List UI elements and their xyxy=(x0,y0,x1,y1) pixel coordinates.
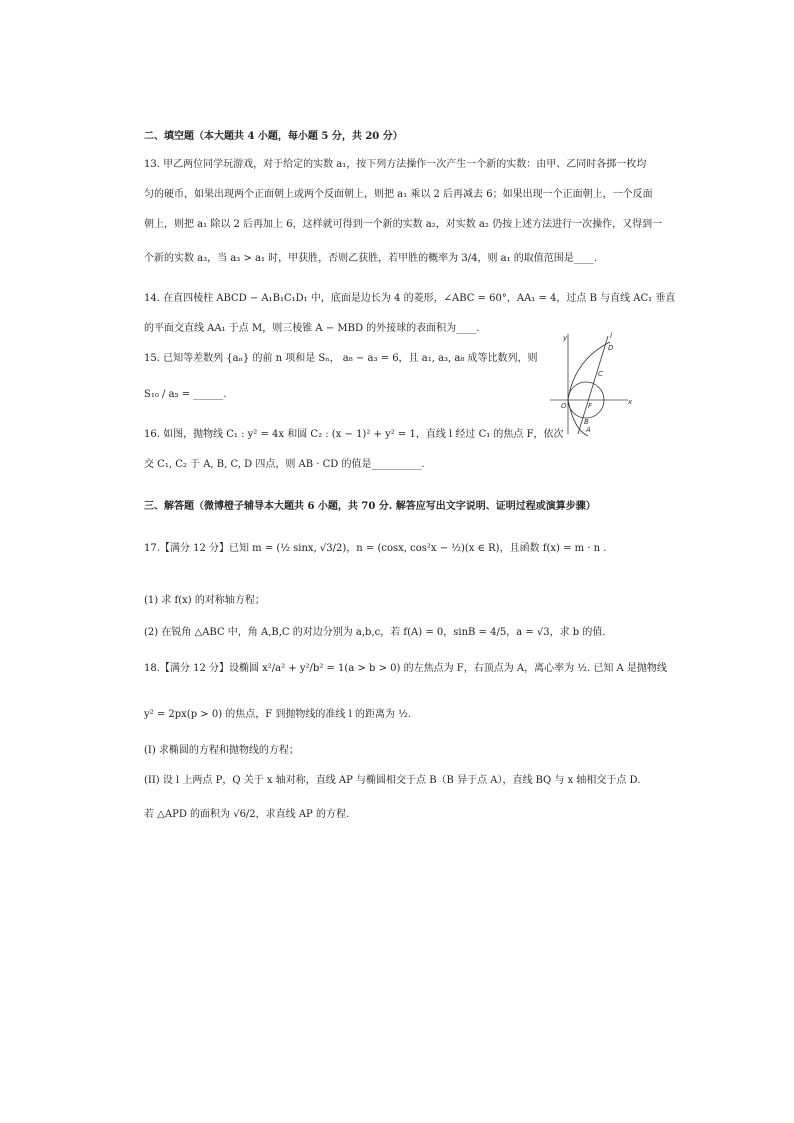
parabola-circle-figure xyxy=(548,330,634,438)
q17-part-2: (2) 在锐角 △ABC 中，角 A,B,C 的对边分别为 a,b,c，若 f(A) = 0，sinB = 4/5，a = √3，求 b 的值. xyxy=(144,627,606,638)
q15-line-1: 15. 已知等差数列 {aₙ} 的前 n 项和是 Sₙ， a₈ − a₃ = 6，且 a₁, a₃, a₈ 成等比数列，则 xyxy=(144,353,538,364)
section-3-heading: 三、解答题（微博橙子辅导本大题共 6 小题，共 70 分. 解答应写出文字说明、证明过程或演算步骤） xyxy=(144,501,596,512)
label-l: l xyxy=(610,332,612,340)
section-2-heading: 二、填空题（本大题共 4 小题，每小题 5 分，共 20 分） xyxy=(144,131,403,142)
label-y: y xyxy=(563,334,568,342)
label-f: F xyxy=(588,402,593,410)
q13-line-2: 匀的硬币，如果出现两个正面朝上或两个反面朝上，则把 a₁ 乘以 2 后再减去 6；如果出现一个正面朝上，一个反面 xyxy=(144,189,653,200)
q13-line-1: 13. 甲乙两位同学玩游戏，对于给定的实数 a₁，按下列方法操作一次产生一个新的实数：由甲、乙同时各掷一枚均 xyxy=(144,159,647,170)
q14-line-1: 14. 在直四棱柱 ABCD − A₁B₁C₁D₁ 中，底面是边长为 4 的菱形，∠ABC = 60°，AA₁ = 4，过点 B 与直线 AC₁ 垂直 xyxy=(144,293,676,304)
q13-line-4: 个新的实数 a₃，当 a₃ > a₁ 时，甲获胜，否则乙获胜，若甲胜的概率为 3/4，则 a₁ 的取值范围是____. xyxy=(144,253,597,264)
q17-line-1: 17.【满分 12 分】已知 m = (½ sinx, √3/2)，n = (cosx, cos²x − ½)(x ∈ R)，且函数 f(x) = m · n . xyxy=(144,543,607,554)
label-d: D xyxy=(608,344,614,352)
q18-line-2: y² = 2px(p > 0) 的焦点，F 到抛物线的准线 l 的距离为 ½. xyxy=(144,709,412,720)
label-a: A xyxy=(586,426,591,434)
q18-line-1: 18.【满分 12 分】设椭圆 x²/a² + y²/b² = 1(a > b > 0) 的左焦点为 F，右顶点为 A，离心率为 ½. 已知 A 是抛物线 xyxy=(144,663,667,674)
q18-part-1: (I) 求椭圆的方程和抛物线的方程； xyxy=(144,745,299,756)
q17-part-1: (1) 求 f(x) 的对称轴方程； xyxy=(144,595,265,606)
q14-line-2: 的平面交直线 AA₁ 于点 M，则三棱锥 A − MBD 的外接球的表面积为____. xyxy=(144,323,480,334)
label-x: x xyxy=(628,398,633,406)
q16-line-2: 交 C₁, C₂ 于 A, B, C, D 四点，则 AB · CD 的值是__________. xyxy=(144,459,425,470)
q18-part-2: (II) 设 l 上两点 P，Q 关于 x 轴对称，直线 AP 与椭圆相交于点 B（B 异于点 A），直线 BQ 与 x 轴相交于点 D. xyxy=(144,775,641,786)
line-l xyxy=(578,336,608,434)
label-o: O xyxy=(561,402,567,410)
label-b: B xyxy=(584,418,589,426)
q15-line-2: S₁₀ / a₅ = ______. xyxy=(144,389,227,400)
q18-part-3: 若 △APD 的面积为 √6/2，求直线 AP 的方程. xyxy=(144,809,350,820)
q16-line-1: 16. 如图，抛物线 C₁ : y² = 4x 和圆 C₂ : (x − 1)² + y² = 1，直线 l 经过 C₁ 的焦点 F，依次 xyxy=(144,429,564,440)
q13-line-3: 朝上，则把 a₁ 除以 2 后再加上 6，这样就可得到一个新的实数 a₂，对实数 a₂ 仍按上述方法进行一次操作，又得到一 xyxy=(144,219,663,230)
label-c: C xyxy=(598,370,603,378)
